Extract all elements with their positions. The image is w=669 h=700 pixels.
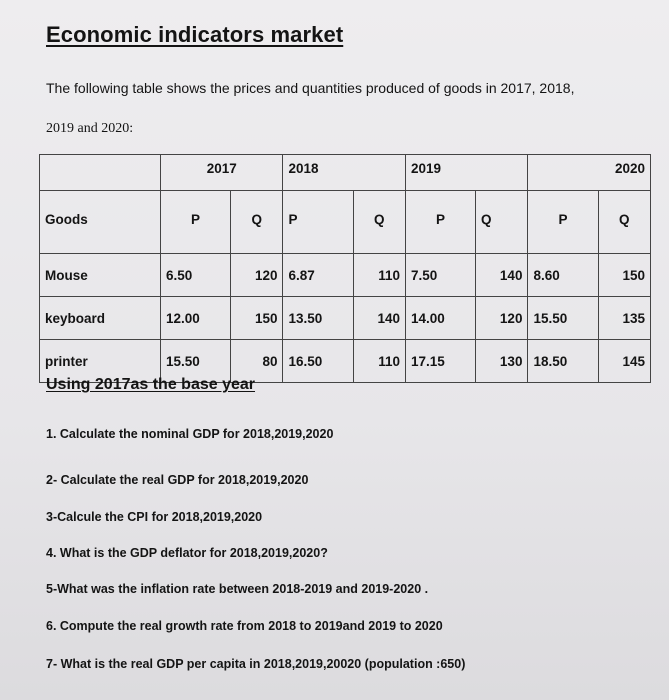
price-quantity-table	[39, 154, 651, 383]
year-header-2018: 2018	[283, 155, 405, 191]
col-label-p-2018: P	[283, 191, 353, 254]
value-cell: 18.50	[528, 340, 598, 383]
col-label-q-2017: Q	[231, 191, 283, 254]
value-cell: 6.87	[283, 254, 353, 297]
year-header-row	[40, 155, 651, 191]
value-cell: 130	[476, 340, 528, 383]
col-label-p-2019: P	[405, 191, 475, 254]
table-row	[40, 297, 651, 340]
col-label-q-2020: Q	[598, 191, 651, 254]
value-cell: 140	[353, 297, 405, 340]
year-header-2020: 2020	[528, 155, 651, 191]
value-cell: 150	[598, 254, 651, 297]
year-header-2019: 2019	[405, 155, 527, 191]
value-cell: 16.50	[283, 340, 353, 383]
col-label-q-2019: Q	[476, 191, 528, 254]
goods-name-cell: printer	[40, 340, 161, 383]
value-cell: 110	[353, 340, 405, 383]
col-label-q-2018: Q	[353, 191, 405, 254]
value-cell: 120	[476, 297, 528, 340]
value-cell: 110	[353, 254, 405, 297]
goods-header-row	[40, 191, 651, 254]
value-cell: 120	[231, 254, 283, 297]
value-cell: 15.50	[528, 297, 598, 340]
question-3: 3-Calcule the CPI for 2018,2019,2020	[46, 510, 263, 524]
goods-header: Goods	[40, 191, 161, 254]
value-cell: 135	[598, 297, 651, 340]
value-cell: 14.00	[405, 297, 475, 340]
question-4: 4. What is the GDP deflator for 2018,2019,2020?	[46, 546, 328, 560]
col-label-p-2017: P	[161, 191, 231, 254]
table-corner-cell	[40, 155, 161, 191]
intro-text-line-2: 2019 and 2020:	[46, 121, 134, 136]
year-header-2017: 2017	[161, 155, 283, 191]
question-2: 2- Calculate the real GDP for 2018,2019,2020	[46, 473, 309, 487]
page-title: Economic indicators market	[46, 22, 344, 47]
value-cell: 80	[231, 340, 283, 383]
question-7: 7- What is the real GDP per capita in 2018,2019,20020 (population :650)	[46, 657, 466, 671]
value-cell: 13.50	[283, 297, 353, 340]
question-6: 6. Compute the real growth rate from 2018 to 2019and 2019 to 2020	[46, 619, 443, 633]
value-cell: 7.50	[405, 254, 475, 297]
value-cell: 8.60	[528, 254, 598, 297]
question-5: 5-What was the inflation rate between 2018-2019 and 2019-2020 .	[46, 582, 429, 596]
col-label-p-2020: P	[528, 191, 598, 254]
goods-name-cell: Mouse	[40, 254, 161, 297]
question-1: 1. Calculate the nominal GDP for 2018,2019,2020	[46, 427, 334, 441]
value-cell: 15.50	[161, 340, 231, 383]
value-cell: 150	[231, 297, 283, 340]
value-cell: 6.50	[161, 254, 231, 297]
value-cell: 17.15	[405, 340, 475, 383]
value-cell: 12.00	[161, 297, 231, 340]
value-cell: 140	[476, 254, 528, 297]
value-cell: 145	[598, 340, 651, 383]
goods-name-cell: keyboard	[40, 297, 161, 340]
table-row	[40, 254, 651, 297]
intro-text-line-1: The following table shows the prices and quantities produced of goods in 2017, 2018,	[46, 80, 575, 96]
section-subheading: Using 2017as the base year	[46, 376, 256, 393]
